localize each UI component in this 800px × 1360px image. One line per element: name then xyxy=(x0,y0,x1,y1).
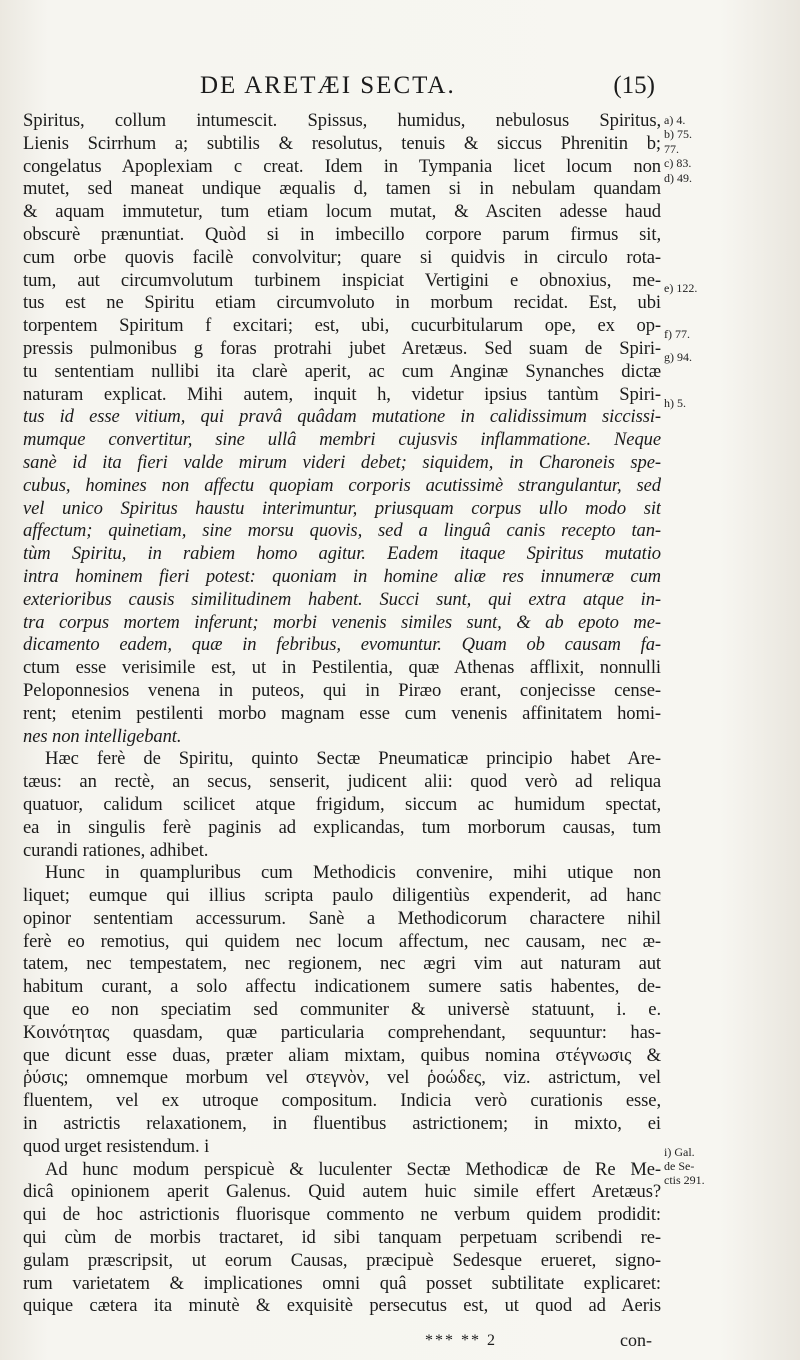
text-line: intra hominem fieri potest: quoniam in homine aliæ res innumeræ cum xyxy=(23,565,661,587)
text-line: ῥύσις; omnemque morbum vel στεγνὸν, vel ῥοώδες, viz. astrictum, vel xyxy=(23,1067,661,1089)
body-text xyxy=(23,110,661,1318)
margin-note: f) 77. xyxy=(664,327,690,341)
text-line: tatem, nec tempestatem, nec regionem, nec ægri vim aut naturam aut xyxy=(23,953,661,975)
text-line: exterioribus causis similitudinem habent. Succi sunt, qui extra atque in- xyxy=(23,588,661,610)
text-line: dicâ opinionem aperit Galenus. Quid autem huic simile effert Aretæus? xyxy=(23,1181,661,1203)
text-line: & aquam immutetur, tum etiam locum mutat, & Asciten adesse haud xyxy=(23,201,661,223)
text-line: vel unico Spiritus haustu interimuntur, priusquam corpus ullo modo sit xyxy=(23,497,661,519)
text-line: nes non intelligebant. xyxy=(23,725,182,747)
text-line: tu sententiam nullibi ita clarè aperit, ac cum Anginæ Synanches dictæ xyxy=(23,360,661,382)
text-line: pressis pulmonibus g foras protrahi jubet Aretæus. Sed suam de Spiri- xyxy=(23,337,661,359)
text-line: rum varietatem & implicationes omni quâ posset subtilitate explicaret: xyxy=(23,1272,661,1294)
text-line: mumque convertitur, sine ullâ membri cujusvis inflammatione. Neque xyxy=(23,429,661,451)
margin-note: i) Gal. xyxy=(664,1145,695,1159)
text-line: mutet, sed maneat undique æqualis d, tamen si in nebulam quandam xyxy=(23,178,661,200)
text-line: rent; etenim pestilenti morbo magnam esse cum venenis affinitatem homi- xyxy=(23,702,661,724)
text-line: torpentem Spiritum f excitari; est, ubi, cucurbitularum ope, ex op- xyxy=(23,315,661,337)
text-line: Hunc in quampluribus cum Methodicis convenire, mihi utique non xyxy=(45,862,661,884)
text-line: Lienis Scirrhum a; subtilis & resolutus, tenuis & siccus Phrenitin b; xyxy=(23,132,661,154)
text-line: ea in singulis ferè paginis ad explicandas, tum morborum causas, tum xyxy=(23,816,661,838)
text-line: curandi rationes, adhibet. xyxy=(23,839,209,861)
text-line: dicamento eadem, quæ in febribus, evomuntur. Quam ob causam fa- xyxy=(23,634,661,656)
text-line: quatuor, calidum scilicet atque frigidum, siccum ac humidum spectat, xyxy=(23,793,661,815)
text-line: Ad hunc modum perspicuè & luculenter Sectæ Methodicæ de Re Me- xyxy=(45,1158,661,1180)
text-line: cubus, homines non affectu quopiam corporis acutissimè strangulantur, sed xyxy=(23,474,661,496)
text-line: quod urget resistendum. i xyxy=(23,1135,210,1157)
text-line: affectum; quinetiam, sine morsu quovis, sed a linguâ canis recepto tan- xyxy=(23,520,661,542)
margin-note: c) 83. xyxy=(664,156,692,170)
margin-note: e) 122. xyxy=(664,281,698,295)
text-line: Peloponnesios venena in puteos, qui in Piræo erant, conjecisse cense- xyxy=(23,679,661,701)
text-line: tæus: an rectè, an secus, senserit, judicent alii: quod verò ad reliqua xyxy=(23,771,661,793)
margin-note: d) 49. xyxy=(664,171,692,185)
page-header xyxy=(200,72,655,112)
text-line: tra corpus mortem inferunt; morbi venenis similes sunt, & ab epoto me- xyxy=(23,611,661,633)
text-line: quique cætera ita minutè & exquisitè persecutus est, ut quod ad Aeris xyxy=(23,1295,661,1317)
text-line: naturam explicat. Mihi autem, inquit h, videtur ipsius tantùm Spiri- xyxy=(23,383,661,405)
text-line: Spiritus, collum intumescit. Spissus, humidus, nebulosus Spiritus, xyxy=(23,110,661,131)
running-head: DE ARETÆI SECTA. xyxy=(200,72,456,99)
text-line: in astrictis relaxationem, in fluentibus astrictionem; in mixto, ei xyxy=(23,1113,661,1135)
text-line: tus est ne Spiritu etiam circumvoluto in morbum recidat. Est, ubi xyxy=(23,292,661,314)
margin-note: ctis 291. xyxy=(664,1173,705,1187)
text-line: gulam præscripsit, ut eorum Causas, præcipuè Sedesque erueret, signo- xyxy=(23,1249,661,1271)
margin-note: g) 94. xyxy=(664,350,692,364)
text-line: opinor sententiam accessurum. Sanè a Methodicorum charactere nihil xyxy=(23,907,661,929)
text-line: tùm Spiritu, in rabiem homo agitur. Eadem itaque Spiritus mutatio xyxy=(23,543,661,565)
catchword: con- xyxy=(620,1330,652,1350)
text-line: sanè id ita fieri valde mirum videri debet; siquidem, in Charoneis spe- xyxy=(23,451,661,473)
margin-note: h) 5. xyxy=(664,396,686,410)
text-line: Hæc ferè de Spiritu, quinto Sectæ Pneumaticæ principio habet Are- xyxy=(45,748,661,770)
text-line: liquet; eumque qui illius scripta paulo diligentiùs expenderit, ad hanc xyxy=(23,885,661,907)
text-line: Κοινότητας quasdam, quæ particularia comprehendant, sequuntur: has- xyxy=(23,1021,661,1043)
text-line: que eo non speciatim sed communiter & universè statuunt, i. e. xyxy=(23,999,661,1021)
text-line: fluentem, vel ex utroque compositum. Indicia verò curationis esse, xyxy=(23,1090,661,1112)
margin-note: a) 4. xyxy=(664,113,686,127)
text-line: congelatus Apoplexiam c creat. Idem in Tympania licet locum non xyxy=(23,155,661,177)
text-line: que dicunt esse duas, præter aliam mixtam, quibus nomina στέγνωσις & xyxy=(23,1044,661,1066)
text-line: obscurè prænuntiat. Quòd si in imbecillo corpore parum firmus sit, xyxy=(23,223,661,245)
text-line: habitum curant, a solo affectu indicationem sumere satis habentes, de- xyxy=(23,976,661,998)
margin-note: 77. xyxy=(664,142,679,156)
margin-note: de Se- xyxy=(664,1159,695,1173)
signature-mark: *** ** 2 xyxy=(425,1332,497,1349)
margin-note: b) 75. xyxy=(664,127,692,141)
text-line: tum, aut circumvolutum turbinem inspiciat Vertigini e obnoxius, me- xyxy=(23,269,661,291)
text-line: qui cùm de morbis tractaret, id sibi tanquam perpetuam scribendi re- xyxy=(23,1227,661,1249)
text-line: ferè eo remotius, qui quidem nec locum affectum, nec causam, nec æ- xyxy=(23,930,661,952)
text-line: qui de hoc astrictionis fluorisque commento ne verbum quidem prodidit: xyxy=(23,1204,661,1226)
text-line: cum orbe quovis facilè convolvitur; quare si quidvis in circulo rota- xyxy=(23,246,661,268)
page-number: (15) xyxy=(613,72,655,99)
text-line: tus id esse vitium, qui pravâ quâdam mutatione in calidissimum siccissi- xyxy=(23,406,661,428)
text-line: ctum esse verisimile est, ut in Pestilentia, quæ Athenas afflixit, nonnulli xyxy=(23,657,661,679)
